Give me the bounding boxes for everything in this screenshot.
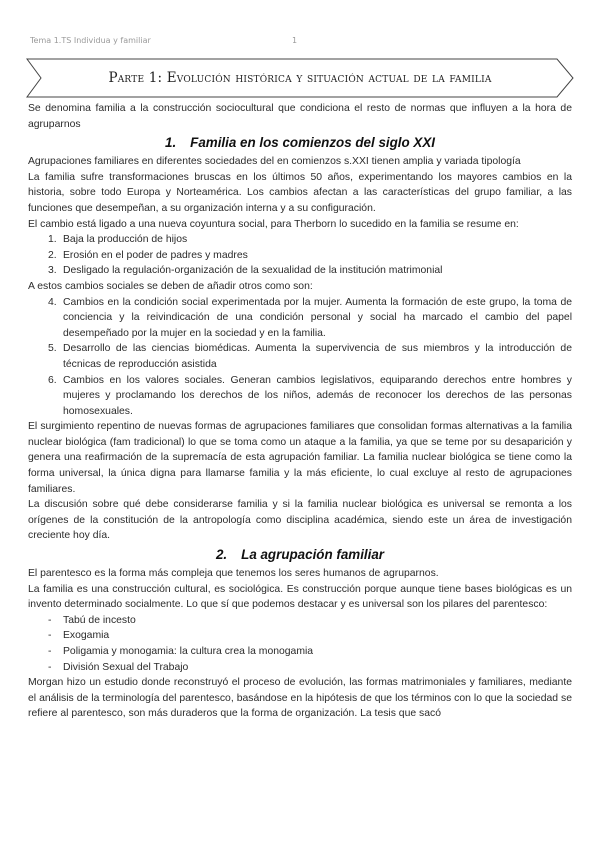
section-2-title: La agrupación familiar — [241, 547, 385, 563]
running-title: Tema 1.TS Individua y familiar — [30, 36, 151, 45]
list-item-text: Cambios en los valores sociales. Generan cambios legislativos, equiparando derechos entre hombres y mujeres y proclamando los derechos de los niños, además de reconocer los derechos de las personas homosexuales. — [63, 374, 572, 417]
list-number: 2. — [48, 249, 57, 261]
list-item — [28, 373, 572, 420]
list-dash: - — [48, 646, 52, 657]
additional-changes-list — [28, 295, 572, 420]
list-dash: - — [48, 630, 52, 642]
list-number: 6. — [48, 374, 57, 386]
section-1-heading — [28, 134, 572, 152]
paragraph: La discusión sobre qué debe considerarse familia y si la familia nuclear biológica es universal se remonta a los orígenes de la constitución de la antropología como disciplina académica, siendo este un área de investigación creciente hoy día. — [28, 499, 572, 542]
list-item-text: Cambios en la condición social experimentada por la mujer. Aumenta la formación de este grupo, la toma de conciencia y la reivindicación de una condición personal y social ha marcado el cambio del papel desempeñado por la mujer en la sociedad y en la familia. — [63, 296, 572, 339]
list-number: 1. — [48, 234, 57, 246]
list-item — [28, 644, 572, 660]
list-item — [28, 628, 572, 644]
therborn-changes-list — [28, 232, 572, 279]
section-1-title: Familia en los comienzos del siglo XXI — [190, 135, 435, 151]
list-item — [28, 341, 572, 372]
section-1-number: 1. — [165, 135, 177, 151]
paragraph: Morgan hizo un estudio donde reconstruyó el proceso de evolución, las formas matrimoniales y familiares, mediante el análisis de la terminología del parentesco, basándose en la hipótesis de que los términos con lo que la sociedad se refiere al parentesco, son más duraderos que la forma de organización. La tesis que sacó — [28, 677, 572, 720]
part-title: Parte 1: Evolución histórica y situación actual de la familia — [108, 70, 492, 86]
list-item — [28, 232, 572, 248]
list-item — [28, 263, 572, 279]
list-item-text: Desarrollo de las ciencias biomédicas. Aumenta la supervivencia de sus miembros y la introducción de técnicas de reproducción asistida — [63, 343, 572, 370]
list-number: 5. — [48, 343, 57, 355]
list-item-text: Tabú de incesto — [63, 614, 136, 626]
list-item-text: Exogamia — [63, 630, 110, 642]
section-2-heading — [28, 546, 572, 564]
paragraph: El cambio está ligado a una nueva coyuntura social, para Therborn lo sucedido en la familia se resume en: — [28, 218, 519, 230]
list-number: 4. — [48, 296, 57, 308]
list-dash: - — [48, 661, 52, 673]
section-2-number: 2. — [215, 547, 228, 563]
list-item — [28, 248, 572, 264]
paragraph: A estos cambios sociales se deben de añadir otros como son: — [28, 280, 313, 292]
list-item-text: Desligado la regulación-organización de la sexualidad de la institución matrimonial — [63, 265, 443, 277]
page-header — [30, 36, 570, 45]
list-item — [28, 295, 572, 342]
list-item — [28, 660, 572, 676]
paragraph: Agrupaciones familiares en diferentes sociedades del en comienzos s.XXI tienen amplia y variada tipología — [28, 156, 521, 168]
intro-paragraph: Se denomina familia a la construcción sociocultural que condiciona el resto de normas que influyen a la hora de agruparnos — [28, 103, 572, 130]
page-number: 1 — [292, 36, 298, 45]
list-item-text: Baja la producción de hijos — [63, 234, 188, 246]
list-item-text: Poligamia y monogamia: la cultura crea la monogamia — [63, 646, 314, 657]
list-item-text: Erosión en el poder de padres y madres — [63, 249, 248, 261]
paragraph: La familia es una construcción cultural, es sociológica. Es construcción porque aunque tiene bases biológicas es un invento determinado socialmente. Lo que sí que podemos destacar y es universal son los pilares del parentesco: — [28, 583, 572, 611]
list-item — [28, 613, 572, 629]
paragraph: El parentesco es la forma más compleja que tenemos los seres humanos de agruparnos. — [28, 568, 439, 580]
paragraph: La familia sufre transformaciones bruscas en los últimos 50 años, experimentando los mayores cambios en la historia, sobre todo Europa y Norteamérica. Los cambios afectan a las características del grupo familiar, a las funciones que desempeñan, a su organización interna y a su configuración. — [28, 171, 572, 214]
list-number: 3. — [48, 265, 57, 277]
list-item-text: División Sexual del Trabajo — [63, 661, 189, 673]
document-body — [28, 101, 572, 722]
list-dash: - — [48, 614, 52, 626]
paragraph: El surgimiento repentino de nuevas formas de agrupaciones familiares que consolidan formas alternativas a la familia nuclear biológica (fam tradicional) lo que se toma como un ataque a la familia, ya que se teme por su desaparición y genera una reafirmación de la supremacía de esta agrupación familiar. La familia nuclear biológica se tiene como la forma universal, la única digna para llamarse familia y la más eficiente, lo cual excluye al resto de agrupaciones familiares. — [28, 421, 572, 495]
kinship-pillars-list — [28, 613, 572, 675]
